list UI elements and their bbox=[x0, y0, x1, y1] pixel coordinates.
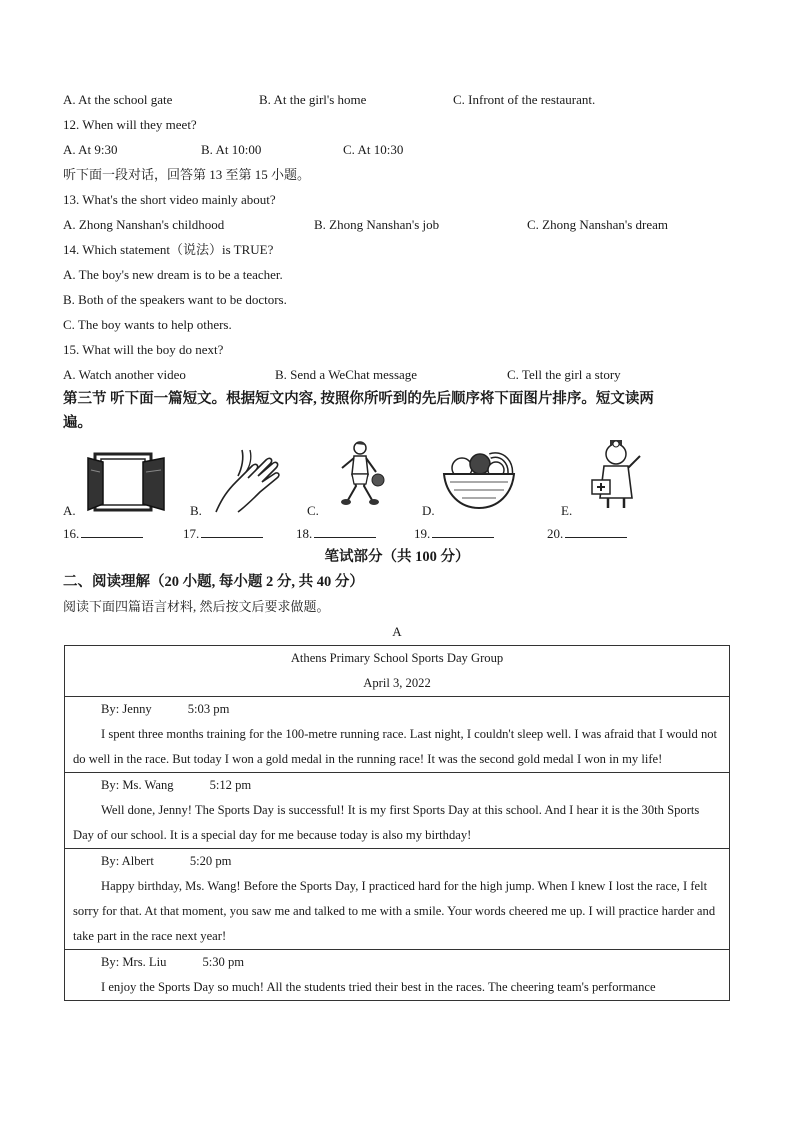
washing-hands-icon bbox=[212, 448, 288, 516]
question-15: 15. What will the boy do next? bbox=[63, 342, 224, 357]
chat-post bbox=[65, 849, 730, 950]
chat-post-cell bbox=[65, 697, 730, 773]
question-14: 14. Which statement（说法）is TRUE? bbox=[63, 242, 274, 257]
chat-post bbox=[65, 950, 730, 1001]
blank-number: 18. bbox=[296, 526, 313, 541]
picture-label-d: D. bbox=[422, 503, 435, 518]
post-author: By: Ms. Wang bbox=[101, 778, 174, 792]
section3-heading-cont: 遍。 bbox=[63, 415, 92, 431]
basketball-player-icon bbox=[330, 438, 392, 514]
q11-option-c: C. Infront of the restaurant. bbox=[453, 92, 596, 107]
post-author: By: Mrs. Liu bbox=[101, 955, 167, 969]
chat-post bbox=[65, 697, 730, 773]
post-author: By: Jenny bbox=[101, 702, 152, 716]
answer-blank-17[interactable] bbox=[183, 525, 263, 542]
fruit-bowl-icon bbox=[440, 448, 518, 514]
blank-number: 20. bbox=[547, 526, 564, 541]
part2-title: 二、阅读理解（20 小题, 每小题 2 分, 共 40 分） bbox=[63, 574, 364, 590]
post-time: 5:03 pm bbox=[187, 702, 230, 716]
q11-option-a: A. At the school gate bbox=[63, 92, 173, 107]
q14-option-a: A. The boy's new dream is to be a teacher. bbox=[63, 267, 283, 282]
post-text: I enjoy the Sports Day so much! All the students tried their best in the races. The cheering team's performance bbox=[101, 980, 656, 994]
picture-label-a: A. bbox=[63, 503, 76, 518]
chat-post-cell bbox=[65, 773, 730, 849]
q15-option-b: B. Send a WeChat message bbox=[275, 367, 418, 382]
post-time: 5:20 pm bbox=[189, 854, 232, 868]
passage-letter: A bbox=[392, 624, 402, 639]
picture-label-c: C. bbox=[307, 503, 319, 518]
q11-option-b: B. At the girl's home bbox=[259, 92, 367, 107]
written-part-title: 笔试部分（共 100 分） bbox=[324, 549, 470, 565]
chat-post bbox=[65, 773, 730, 849]
chat-group-title: Athens Primary School Sports Day Group bbox=[290, 651, 504, 665]
listen-instruction: 听下面一段对话，回答第 13 至第 15 小题。 bbox=[63, 167, 311, 182]
post-text: Well done, Jenny! The Sports Day is successful! It is my first Sports Day at this school. And I hear it is the 30th Sports Day of our school. It is a special day for me because today is also my birthday! bbox=[73, 803, 700, 842]
section3-heading: 第三节 听下面一篇短文。根据短文内容, 按照你所听到的先后顺序将下面图片排序。短文读两 bbox=[63, 391, 654, 407]
q12-option-b: B. At 10:00 bbox=[201, 142, 262, 157]
post-meta bbox=[73, 849, 721, 874]
q12-option-a: A. At 9:30 bbox=[63, 142, 118, 157]
part2-instruction: 阅读下面四篇语言材料, 然后按文后要求做题。 bbox=[63, 599, 330, 614]
post-time: 5:12 pm bbox=[209, 778, 252, 792]
chat-header-row bbox=[65, 646, 730, 697]
window-icon bbox=[85, 450, 167, 514]
q14-option-c: C. The boy wants to help others. bbox=[63, 317, 232, 332]
q14-option-b: B. Both of the speakers want to be doctors. bbox=[63, 292, 287, 307]
picture-label-e: E. bbox=[561, 503, 573, 518]
post-author: By: Albert bbox=[101, 854, 154, 868]
post-time: 5:30 pm bbox=[202, 955, 245, 969]
post-meta bbox=[73, 950, 721, 975]
q13-option-b: B. Zhong Nanshan's job bbox=[314, 217, 440, 232]
answer-blank-19[interactable] bbox=[414, 525, 494, 542]
post-text: I spent three months training for the 100-metre running race. Last night, I couldn't sleep well. I was afraid that I would not do well in the race. But today I won a gold medal in the running race! It was the second gold medal I won in my life! bbox=[73, 727, 718, 766]
q15-option-c: C. Tell the girl a story bbox=[507, 367, 621, 382]
q13-option-c: C. Zhong Nanshan's dream bbox=[527, 217, 668, 232]
picture-label-b: B. bbox=[190, 503, 202, 518]
chat-post-cell bbox=[65, 950, 730, 1001]
sports-day-chat-table bbox=[64, 645, 730, 1001]
q15-option-a: A. Watch another video bbox=[63, 367, 186, 382]
blank-number: 17. bbox=[183, 526, 200, 541]
post-meta bbox=[73, 697, 721, 722]
post-meta bbox=[73, 773, 721, 798]
post-text: Happy birthday, Ms. Wang! Before the Sports Day, I practiced hard for the high jump. When I knew I lost the race, I felt sorry for that. At that moment, you saw me and talked to me with a smile. Your words cheered me up. I will practice harder and take part in the race next year! bbox=[73, 879, 716, 943]
answer-blank-16[interactable] bbox=[63, 525, 143, 542]
question-12: 12. When will they meet? bbox=[63, 117, 197, 132]
chat-date: April 3, 2022 bbox=[363, 676, 431, 690]
chat-header bbox=[65, 646, 730, 697]
q13-option-a: A. Zhong Nanshan's childhood bbox=[63, 217, 225, 232]
chat-post-cell bbox=[65, 849, 730, 950]
doctor-icon bbox=[586, 438, 646, 514]
q12-option-c: C. At 10:30 bbox=[343, 142, 404, 157]
answer-blank-18[interactable] bbox=[296, 525, 376, 542]
blank-number: 19. bbox=[414, 526, 431, 541]
answer-blank-20[interactable] bbox=[547, 525, 627, 542]
blank-number: 16. bbox=[63, 526, 80, 541]
question-13: 13. What's the short video mainly about? bbox=[63, 192, 276, 207]
